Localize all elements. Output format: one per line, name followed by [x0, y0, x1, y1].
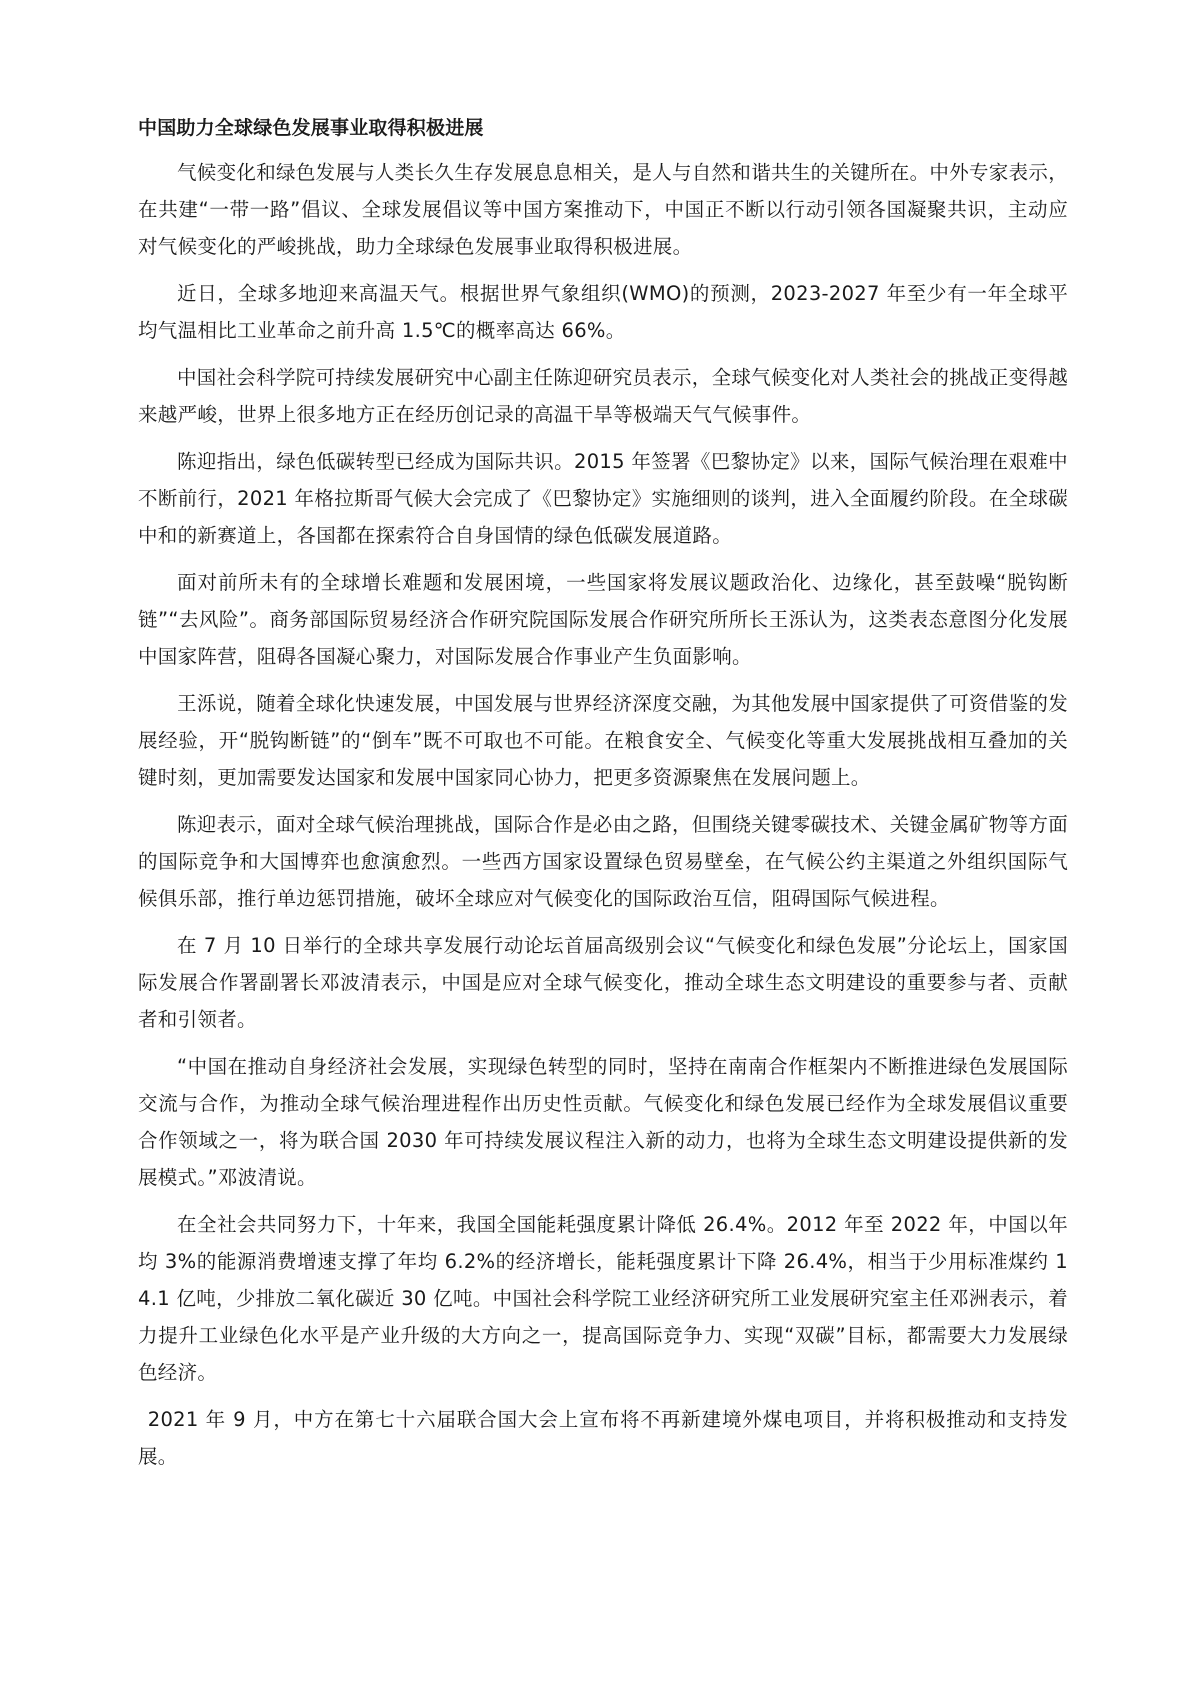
paragraph-10: 在全社会共同努力下，十年来，我国全国能耗强度累计降低 26.4%。2012 年至 2022 年，中国以年均 3%的能源消费增速支撑了年均 6.2%的经济增长，能耗强度累计下降 26.4%，相当于少用标准煤约 14.1 亿吨，少排放二氧化碳近 30 亿吨。中国社会科学院工业经济研究所工业发展研究室主任邓洲表示，着力提升工业绿色化水平是产业升级的大方向之一，提高国际竞争力、实现“双碳”目标，都需要大力发展绿色经济。 — [138, 1213, 1068, 1384]
paragraph-5: 面对前所未有的全球增长难题和发展困境，一些国家将发展议题政治化、边缘化，甚至鼓噪“脱钩断链”“去风险”。商务部国际贸易经济合作研究院国际发展合作研究所所长王泺认为，这类表态意图分化发展中国家阵营，阻碍各国凝心聚力，对国际发展合作事业产生负面影响。 — [138, 571, 1068, 668]
article-title: 中国助力全球绿色发展事业取得积极进展 — [138, 117, 484, 139]
paragraph-11: 2021 年 9 月，中方在第七十六届联合国大会上宣布将不再新建境外煤电项目，并将积极推动和支持发展。 — [138, 1408, 1068, 1468]
paragraph-7: 陈迎表示，面对全球气候治理挑战，国际合作是必由之路，但围绕关键零碳技术、关键金属矿物等方面的国际竞争和大国博弈也愈演愈烈。一些西方国家设置绿色贸易壁垒，在气候公约主渠道之外组织国际气候俱乐部，推行单边惩罚措施，破坏全球应对气候变化的国际政治互信，阻碍国际气候进程。 — [138, 813, 1069, 910]
paragraph-2: 近日，全球多地迎来高温天气。根据世界气象组织(WMO)的预测，2023-2027 年至少有一年全球平均气温相比工业革命之前升高 1.5℃的概率高达 66%。 — [138, 282, 1068, 342]
paragraph-9: “中国在推动自身经济社会发展，实现绿色转型的同时，坚持在南南合作框架内不断推进绿色发展国际交流与合作，为推动全球气候治理进程作出历史性贡献。气候变化和绿色发展已经作为全球发展倡议重要合作领域之一，将为联合国 2030 年可持续发展议程注入新的动力，也将为全球生态文明建设提供新的发展模式。”邓波清说。 — [138, 1055, 1068, 1189]
paragraph-1: 气候变化和绿色发展与人类长久生存发展息息相关，是人与自然和谐共生的关键所在。中外专家表示，在共建“一带一路”倡议、全球发展倡议等中国方案推动下，中国正不断以行动引领各国凝聚共识，主动应对气候变化的严峻挑战，助力全球绿色发展事业取得积极进展。 — [138, 161, 1069, 258]
paragraph-6: 王泺说，随着全球化快速发展，中国发展与世界经济深度交融，为其他发展中国家提供了可资借鉴的发展经验，开“脱钩断链”的“倒车”既不可取也不可能。在粮食安全、气候变化等重大发展挑战相互叠加的关键时刻，更加需要发达国家和发展中国家同心协力，把更多资源聚焦在发展问题上。 — [138, 692, 1069, 789]
paragraph-3: 中国社会科学院可持续发展研究中心副主任陈迎研究员表示，全球气候变化对人类社会的挑战正变得越来越严峻，世界上很多地方正在经历创记录的高温干旱等极端天气气候事件。 — [138, 366, 1069, 426]
article — [138, 108, 1068, 1485]
paragraph-4: 陈迎指出，绿色低碳转型已经成为国际共识。2015 年签署《巴黎协定》以来，国际气候治理在艰难中不断前行，2021 年格拉斯哥气候大会完成了《巴黎协定》实施细则的谈判，进入全面履约阶段。在全球碳中和的新赛道上，各国都在探索符合自身国情的绿色低碳发展道路。 — [138, 450, 1068, 547]
paragraph-8: 在 7 月 10 日举行的全球共享发展行动论坛首届高级别会议“气候变化和绿色发展”分论坛上，国家国际发展合作署副署长邓波清表示，中国是应对全球气候变化，推动全球生态文明建设的重要参与者、贡献者和引领者。 — [138, 934, 1068, 1031]
